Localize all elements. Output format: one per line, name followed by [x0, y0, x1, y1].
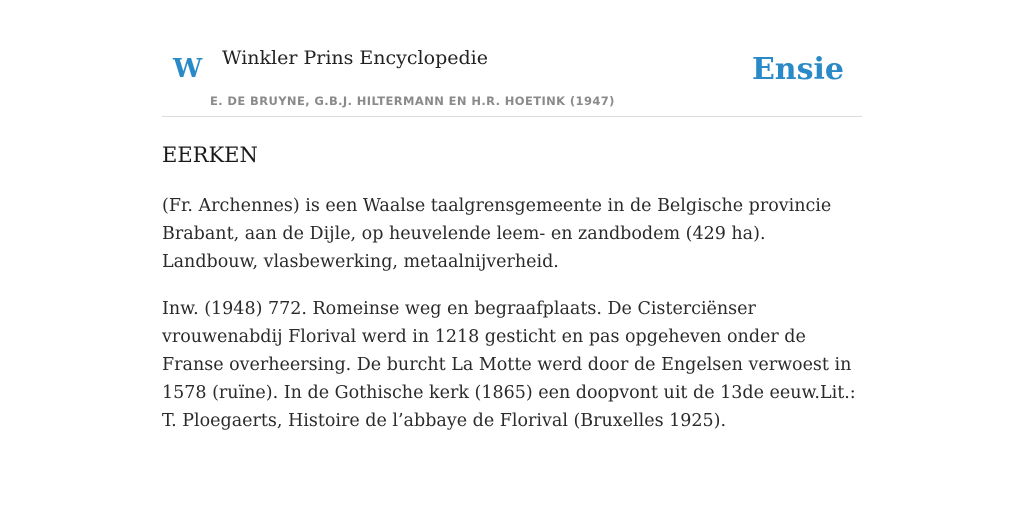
source-header — [162, 0, 862, 117]
ensie-brand-logo[interactable]: Ensie — [751, 52, 844, 87]
source-title[interactable]: Winkler Prins Encyclopedie — [222, 47, 488, 69]
entry-title: EERKEN — [162, 143, 258, 167]
entry-paragraph: Inw. (1948) 772. Romeinse weg en begraafplaats. De Cisterciënser vrouwenabdij Florival werd in 1218 gesticht en pas opgeheven onder de Franse overheersing. De burcht La Motte werd door de Engelsen verwoest in 1578 (ruïne). In de Gothische kerk (1865) een doopvont uit de 13de eeuw.Lit.: T. Ploegaerts, Histoire de l’abbaye de Florival (Bruxelles 1925). — [162, 299, 856, 431]
entry-paragraph: (Fr. Archennes) is een Waalse taalgrensgemeente in de Belgische provincie Brabant, aan de Dijle, op heuvelende leem- en zandbodem (429 ha). Landbouw, vlasbewerking, metaalnijverheid. — [162, 196, 832, 272]
source-authors: E. DE BRUYNE, G.B.J. HILTERMANN EN H.R. HOETINK (1947) — [210, 94, 615, 108]
winkler-prins-logo-icon[interactable]: W — [173, 54, 203, 84]
